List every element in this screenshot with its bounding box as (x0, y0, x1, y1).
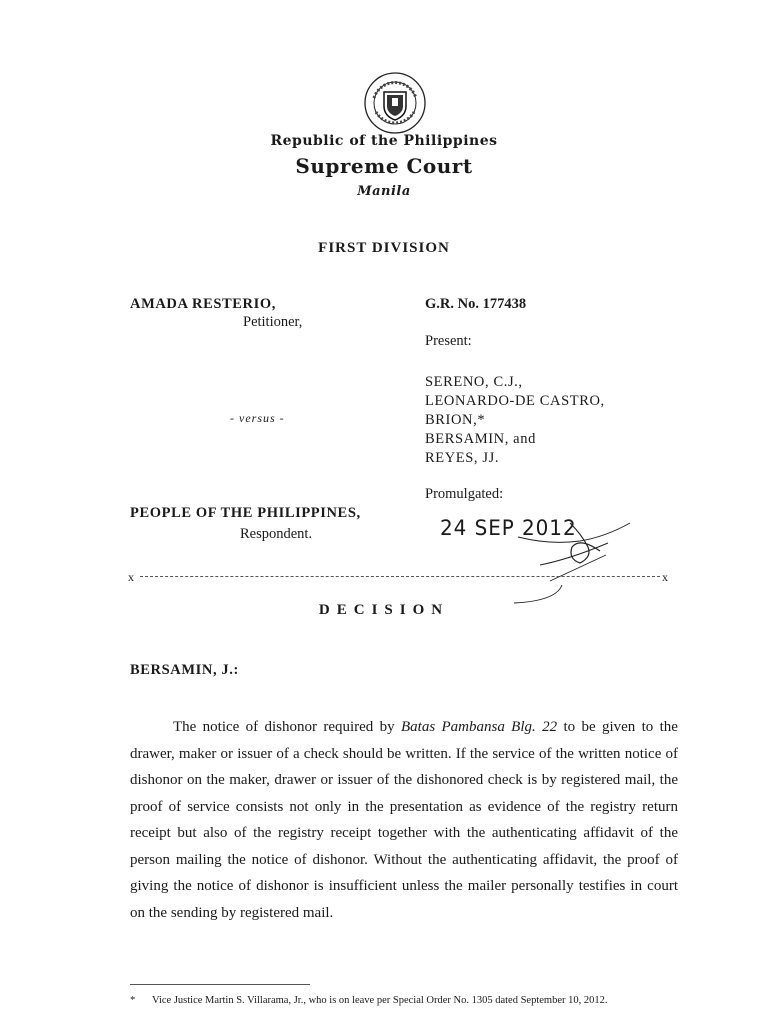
petitioner-name: AMADA RESTERIO, (130, 296, 276, 312)
separator-left-mark: x (128, 570, 134, 584)
ponente-name: BERSAMIN, J.: (130, 662, 239, 678)
justice-item: SERENO, C.J., (425, 374, 523, 390)
opening-paragraph (130, 714, 678, 926)
handwritten-signature (510, 515, 640, 610)
footnote-rule (130, 984, 310, 985)
decision-title: DECISION (318, 602, 450, 618)
separator-line (140, 576, 660, 577)
gr-number: G.R. No. 177438 (425, 296, 527, 312)
decision-body (130, 714, 678, 926)
justice-item: REYES, JJ. (425, 450, 500, 466)
court-heading: Supreme Court (295, 154, 473, 178)
justice-item: BRION,* (425, 412, 486, 428)
paragraph-text: The notice of dishonor required by (173, 719, 401, 735)
footnote (130, 994, 680, 1007)
respondent-name: PEOPLE OF THE PHILIPPINES, (130, 505, 361, 521)
justice-item: BERSAMIN, and (425, 431, 536, 447)
respondent-role: Respondent. (240, 526, 313, 542)
promulgated-date-stamp: 24 SEP 2012 (440, 516, 577, 540)
footnote-mark: * (130, 995, 136, 1006)
paragraph-text: to be given to the drawer, maker or issuer of a check should be written. If the service of the written notice of dishonor on the maker, drawer or issuer of the dishonored check is by registered mail, the proof of service consists not only in the presentation as evidence of the registry return receipt but also of the registry receipt together with the authenticating affidavit of the person mailing the notice of dishonor. Without the authenticating affidavit, the proof of giving the notice of dishonor is insufficient unless the mailer personally testifies in court on the sending by registered mail. (130, 719, 678, 921)
republic-heading: Republic of the Philippines (270, 133, 498, 149)
division-heading: FIRST DIVISION (318, 240, 450, 256)
promulgated-label: Promulgated: (425, 486, 504, 502)
present-label: Present: (425, 333, 472, 349)
versus-label: - versus - (230, 411, 285, 425)
supreme-court-seal-icon (362, 70, 428, 136)
city-heading: Manila (357, 184, 411, 199)
petitioner-role: Petitioner, (243, 314, 303, 330)
justice-item: LEONARDO-DE CASTRO, (425, 393, 605, 409)
separator-right-mark: x (662, 570, 668, 584)
footnote-text: Vice Justice Martin S. Villarama, Jr., who is on leave per Special Order No. 1305 dated September 10, 2012. (152, 995, 608, 1006)
law-citation: Batas Pambansa Blg. 22 (401, 719, 558, 735)
